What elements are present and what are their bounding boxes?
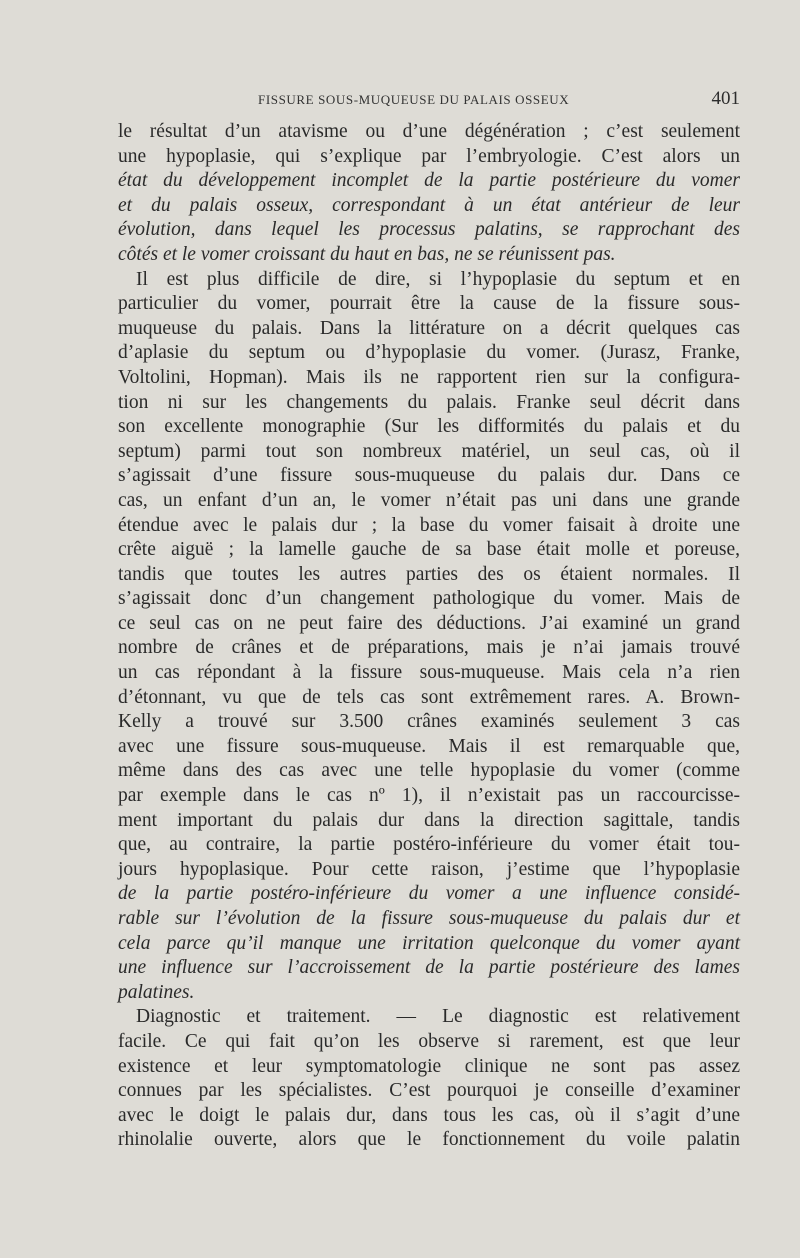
text-line: rable sur l’évolution de la fissure sous-muqueuse du palais dur et [118, 908, 740, 929]
text-line: muqueuse du palais. Dans la littérature on a décrit quelques cas [118, 317, 740, 339]
text-line: ment important du palais dur dans la direction sagittale, tandis [118, 809, 740, 831]
text-line: avec le doigt le palais dur, dans tous les cas, où il s’agit d’une [118, 1104, 740, 1126]
text-line: crête aiguë ; la lamelle gauche de sa base était molle et poreuse, [118, 539, 740, 561]
text-line: rhinolalie ouverte, alors que le fonctionnement du voile palatin [118, 1129, 740, 1151]
text-line: évolution, dans lequel les processus palatins, se rapprochant des [118, 219, 740, 241]
text-line: s’agissait donc d’un changement pathologique du vomer. Mais de [118, 588, 740, 610]
text-line: avec une fissure sous-muqueuse. Mais il est remarquable que, [118, 735, 740, 757]
text-line: d’aplasie du septum ou d’hypoplasie du vomer. (Jurasz, Franke, [118, 342, 740, 364]
text-line: facile. Ce qui fait qu’on les observe si rarement, est que leur [118, 1030, 740, 1052]
text-line: Diagnostic et traitement. — Le diagnostic est relativement [136, 1006, 740, 1028]
text-line: particulier du vomer, pourrait être la cause de la fissure sous- [118, 293, 740, 315]
text-line: Il est plus difficile de dire, si l’hypoplasie du septum et en [136, 268, 740, 290]
text-line: et du palais osseux, correspondant à un état antérieur de leur [118, 194, 740, 216]
text-line: existence et leur symptomatologie clinique ne sont pas assez [118, 1055, 740, 1077]
text-line: jours hypoplasique. Pour cette raison, j’estime que l’hypoplasie [118, 858, 740, 880]
text-line: Kelly a trouvé sur 3.500 crânes examinés seulement 3 cas [118, 711, 740, 733]
text-line: côtés et le vomer croissant du haut en bas, ne se réunissent pas. [118, 243, 616, 265]
text-line: un cas répondant à la fissure sous-muqueuse. Mais cela n’a rien [118, 662, 740, 684]
text-line: tandis que toutes les autres parties des os étaient normales. Il [118, 563, 740, 585]
text-line: cas, un enfant d’un an, le vomer n’était pas uni dans une grande [118, 489, 740, 511]
text-line: que, au contraire, la partie postéro-inférieure du vomer était tou- [118, 834, 740, 856]
text-line: une influence sur l’accroissement de la partie postérieure des lames [118, 957, 740, 979]
page-number: 401 [711, 88, 740, 109]
text-line: tion ni sur les changements du palais. Franke seul décrit dans [118, 391, 740, 413]
text-line: de la partie postéro-inférieure du vomer a une influence considé- [118, 883, 740, 905]
running-title: FISSURE SOUS-MUQUEUSE DU PALAIS OSSEUX [258, 92, 570, 107]
text-line: cela parce qu’il manque une irritation quelconque du vomer ayant [118, 932, 740, 954]
text-line: ce seul cas on ne peut faire des déductions. J’ai examiné un grand [118, 612, 740, 634]
text-line: par exemple dans le cas nº 1), il n’existait pas un raccourcisse- [118, 785, 740, 807]
text-line: même dans des cas avec une telle hypoplasie du vomer (comme [118, 760, 740, 782]
text-line: le résultat d’un atavisme ou d’une dégénération ; c’est seulement [118, 121, 740, 142]
text-line: état du développement incomplet de la partie postérieure du vomer [118, 170, 740, 192]
page-header [108, 88, 740, 112]
body-text [118, 120, 740, 1153]
text-line: palatines. [118, 981, 195, 1003]
text-line: s’agissait d’une fissure sous-muqueuse du palais dur. Dans ce [118, 465, 740, 487]
text-line: son excellente monographie (Sur les difformités du palais et du [118, 416, 740, 438]
text-line: septum) parmi tout son nombreux matériel, un seul cas, où il [118, 440, 740, 462]
text-line: étendue avec le palais dur ; la base du vomer faisait à droite une [118, 514, 740, 536]
text-line: Voltolini, Hopman). Mais ils ne rapportent rien sur la configura- [118, 366, 740, 388]
text-line: d’étonnant, vu que de tels cas sont extrêmement rares. A. Brown- [118, 686, 740, 708]
text-line: une hypoplasie, qui s’explique par l’embryologie. C’est alors un [118, 145, 740, 167]
text-line: connues par les spécialistes. C’est pourquoi je conseille d’examiner [118, 1080, 740, 1102]
text-line: nombre de crânes et de préparations, mais je n’ai jamais trouvé [118, 637, 740, 659]
